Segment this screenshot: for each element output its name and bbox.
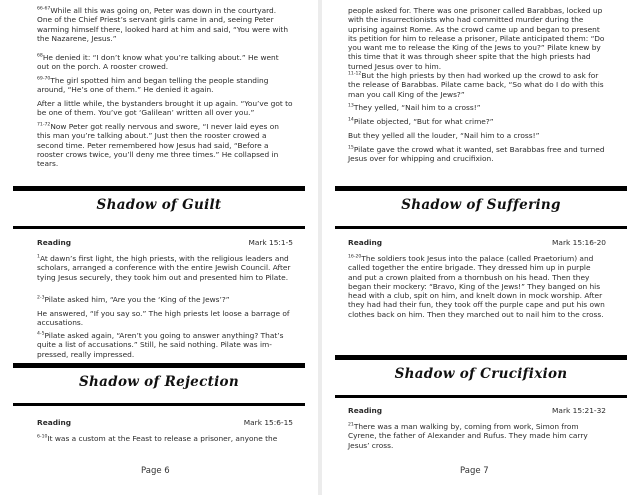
divider-rule	[13, 186, 305, 191]
paragraph	[37, 309, 293, 328]
verse-number: 1	[37, 254, 40, 260]
paragraph-text: But they yelled all the louder, “Nail him to a cross!”	[348, 131, 540, 140]
paragraph	[37, 122, 293, 168]
paragraph-text: He answered, “If you say so.” The high priests let loose a barrage of accusations.	[37, 309, 290, 328]
paragraph-text: Pilate asked him, “Are you the ‘King of the Jews’?”	[44, 295, 230, 304]
scripture-reference: Mark 15:16-20	[552, 238, 606, 247]
section-title: Shadow of Suffering	[401, 197, 561, 213]
divider-rule	[13, 363, 305, 368]
divider-rule	[13, 226, 305, 229]
paragraph	[37, 99, 293, 118]
section-title: Shadow of Rejection	[79, 374, 239, 390]
paragraph-text: people asked for. There was one prisoner called Barabbas, locked up with the insurrectionists who had committed murder during the uprising against Rome. As the crowd came up and began to present its petition for him to release a prisoner, Pilate anticipated them: “Do you want me to release the King of the Jews to you?” Pilate knew by this time that it was through sheer spite that the high priests had turned Jesus over to him.	[348, 6, 605, 71]
reading-label: Reading	[37, 238, 72, 247]
paragraph-text: The soldiers took Jesus into the palace (called Praetorium) and called together the entire brigade. They dressed him up in purple and put a crown plaited from a thornbush on his head. Then they began their mockery: “Bravo, King of the Jews!” They banged on his head with a club, spit on him, and knelt down in mock worship. After they had had their fun, they took off the purple cape and put his own clothes back on him. Then they marched out to nail him to the cross.	[348, 254, 605, 319]
divider-rule	[335, 226, 627, 229]
paragraph	[348, 254, 606, 319]
paragraph-text: It was a custom at the Feast to release a prisoner, anyone the	[47, 434, 278, 443]
verse-number: 66-67	[37, 6, 51, 12]
verse-number: 71-72	[37, 122, 51, 128]
verse-number: 21	[348, 422, 354, 428]
paragraph	[348, 103, 606, 112]
section-banner	[0, 186, 318, 230]
divider-rule	[335, 186, 627, 191]
page-number: Page 7	[460, 466, 489, 476]
paragraph	[348, 131, 606, 140]
reading-label: Reading	[348, 238, 383, 247]
section-banner	[0, 363, 318, 407]
section-banner	[322, 355, 640, 399]
verse-number: 14	[348, 117, 354, 123]
verse-number: 6-10	[37, 434, 48, 440]
reading-row	[37, 418, 293, 427]
divider-rule	[335, 395, 627, 398]
reading-row	[37, 238, 293, 247]
reading-label: Reading	[37, 418, 72, 427]
paragraph	[37, 53, 293, 72]
paragraph	[37, 76, 293, 95]
paragraph-text: At dawn’s first light, the high priests, with the religious leaders and scholars, arranged a conference with the entire Jewish Council. After tying Jesus securely, they took him out and presented him to Pilate.	[37, 254, 291, 282]
verse-number: 68	[37, 53, 43, 59]
paragraph-text: Now Peter got really nervous and swore, “I never laid eyes on this man you’re talking about.” Just then the rooster crowed a second time. Peter remembered how Jesus had said, “Before a rooster crows twice, you’ll deny me three times.” He collapsed in tears.	[37, 122, 279, 169]
paragraph	[37, 434, 293, 443]
verse-number: 16-20	[348, 254, 362, 260]
page-number: Page 6	[141, 466, 170, 476]
paragraph-text: After a little while, the bystanders brought it up again. “You’ve got to be one of them. You’ve got ‘Galilean’ written all over you.”	[37, 99, 293, 118]
paragraph-text: There was a man walking by, coming from work, Simon from Cyrene, the father of Alexander and Rufus. They made him carry Jesus’ cross.	[348, 422, 588, 450]
divider-rule	[335, 355, 627, 360]
divider-rule	[13, 403, 305, 406]
paragraph	[348, 71, 606, 99]
paragraph	[37, 295, 293, 304]
paragraph-text: They yelled, “Nail him to a cross!”	[353, 103, 481, 112]
paragraph	[37, 331, 293, 359]
paragraph	[37, 6, 293, 43]
paragraph-text: He denied it: “I don’t know what you’re talking about.” He went out on the porch. A rooster crowed.	[37, 53, 279, 72]
paragraph-text: Pilate asked again, “Aren’t you going to answer anything? That’s quite a list of accusations.” Still, he said nothing. Pilate was im- pressed, really impressed.	[37, 331, 284, 359]
paragraph	[348, 6, 606, 71]
paragraph	[348, 117, 606, 126]
verse-number: 13	[348, 103, 354, 109]
verse-number: 15	[348, 145, 354, 151]
paragraph-text: Pilate objected, “But for what crime?”	[353, 117, 494, 126]
verse-number: 11-12	[348, 71, 362, 77]
scripture-reference: Mark 15:1-5	[248, 238, 293, 247]
verse-number: 2-3	[37, 295, 45, 301]
paragraph-text: The girl spotted him and began telling the people standing around, “He’s one of them.” He denied it again.	[37, 76, 269, 95]
scripture-reference: Mark 15:6-15	[243, 418, 293, 427]
reading-label: Reading	[348, 406, 383, 415]
paragraph	[348, 145, 606, 164]
reading-row	[348, 238, 606, 247]
verse-number: 4-5	[37, 331, 45, 337]
paragraph-text: While all this was going on, Peter was down in the courtyard. One of the Chief Priest’s servant girls came in and, seeing Peter warming himself there, looked hard at him and said, “You were with the Nazarene, Jesus.”	[37, 6, 289, 43]
paragraph	[37, 254, 293, 282]
section-banner	[322, 186, 640, 230]
paragraph-text: But the high priests by then had worked up the crowd to ask for the release of Barabbas. Pilate came back, “So what do I do with this man you call King of the Jews?”	[348, 71, 604, 99]
paragraph-text: Pilate gave the crowd what it wanted, set Barabbas free and turned Jesus over for whipping and crucifixion.	[348, 145, 605, 164]
verse-number: 69-70	[37, 76, 51, 82]
section-title: Shadow of Guilt	[96, 197, 222, 213]
left-page	[0, 0, 318, 495]
right-page	[322, 0, 640, 495]
reading-row	[348, 406, 606, 415]
section-title: Shadow of Crucifixion	[394, 366, 568, 382]
paragraph	[348, 422, 606, 450]
scripture-reference: Mark 15:21-32	[552, 406, 606, 415]
